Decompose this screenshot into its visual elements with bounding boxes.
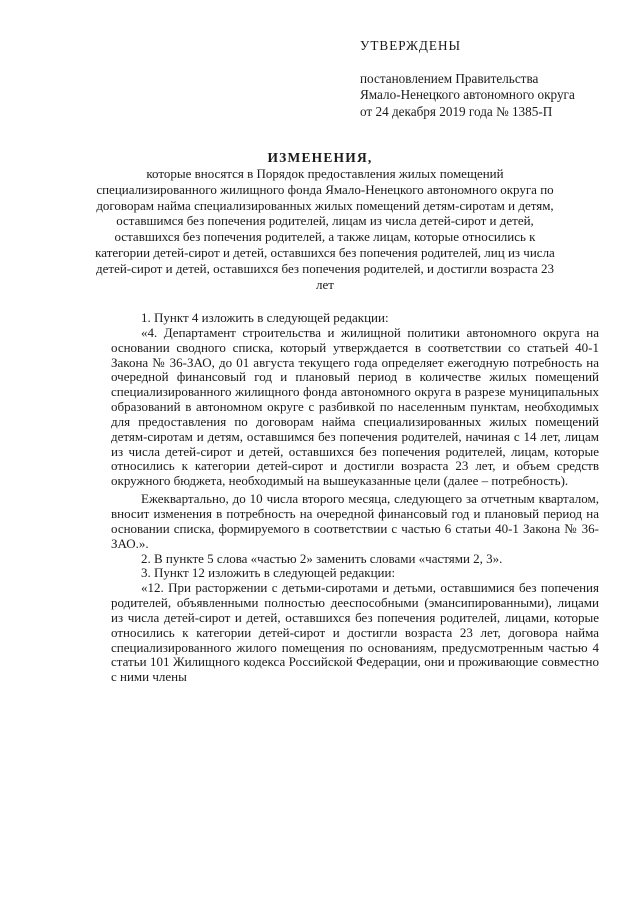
paragraph-item-1: 1. Пункт 4 изложить в следующей редакции: [141,310,389,325]
approval-word: УТВЕРЖДЕНЫ [360,38,462,53]
approval-block [360,38,575,120]
paragraph-item-2: 2. В пункте 5 слова «частью 2» заменить словами «частями 2, 3». [141,550,503,566]
approval-line-2: Ямало-Ненецкого автономного округа [360,87,575,102]
paragraph-item-1-text: «4. Департамент строительства и жилищной политики автономного округа на основании сводного списка, который утверждается в соответствии со статьей 40-1 Закона № 36-ЗАО, до 01 августа текущего года определяет ежегодную потребность на очередной финансовый год и плановый период в количестве жилых помещений специализированного жилищного фонда автономного округа в разрезе муниципальных образований в автономном округе с разбивкой по населенным пунктам, необходимых для предоставления по договорам найма специализированных жилых помещений детям-сиротам и детям, оставшимся без попечения родителей, начиная с 14 лет, лицам из числа детей-сирот и детей, оставшихся без попечения родителей, лицам, которые относились к категории детей-сирот и достигли возраста 23 лет, и объем средств окружного бюджета, необходимый на вышеуказанные цели (далее – потребность). [111,324,599,489]
document-body [111,311,599,685]
approval-line-3: от 24 декабря 2019 года № 1385-П [360,103,553,119]
document-subtitle: которые вносятся в Порядок предоставления жилых помещений специализированного жилищного фонда Ямало-Ненецкого автономного округа по договорам найма специализированных жилых помещений детям-сиротам и детям, оставшимся без попечения родителей, лицам из числа детей-сирот и детей, оставшихся без попечения родителей, а также лицам, которые относились к категории детей-сирот и детей, оставшихся без попечения родителей, лиц из числа детей-сирот и детей, оставшихся без попечения родителей, и достигли возраста 23 лет [95,166,555,292]
approval-line-1: постановлением Правительства [360,70,539,86]
paragraph-item-3: 3. Пункт 12 изложить в следующей редакции: [141,565,396,581]
paragraph-item-3-text: «12. При расторжении с детьми-сиротами и детьми, оставшимися без попечения родителей, объявленными полностью дееспособными (эмансипированными), лицами из числа детей-сирот и детей, оставшихся без попечения родителей, лицами, которые относились к категории детей-сирот и достигли возраста 23 лет, договора найма специализированного жилого помещения по основаниям, предусмотренным частью 4 статьи 101 Жилищного кодекса Российской Федерации, они и проживающие совместно с ними члены [111,580,599,685]
paragraph-item-1-text-continued: Ежеквартально, до 10 числа второго месяца, следующего за отчетным кварталом, вносит изменения в потребность на очередной финансовый год и плановый период на основании списка, формируемого в соответствии с частью 6 статьи 40-1 Закона № 36-ЗАО.». [111,491,599,551]
document-title: ИЗМЕНЕНИЯ, [267,150,373,165]
